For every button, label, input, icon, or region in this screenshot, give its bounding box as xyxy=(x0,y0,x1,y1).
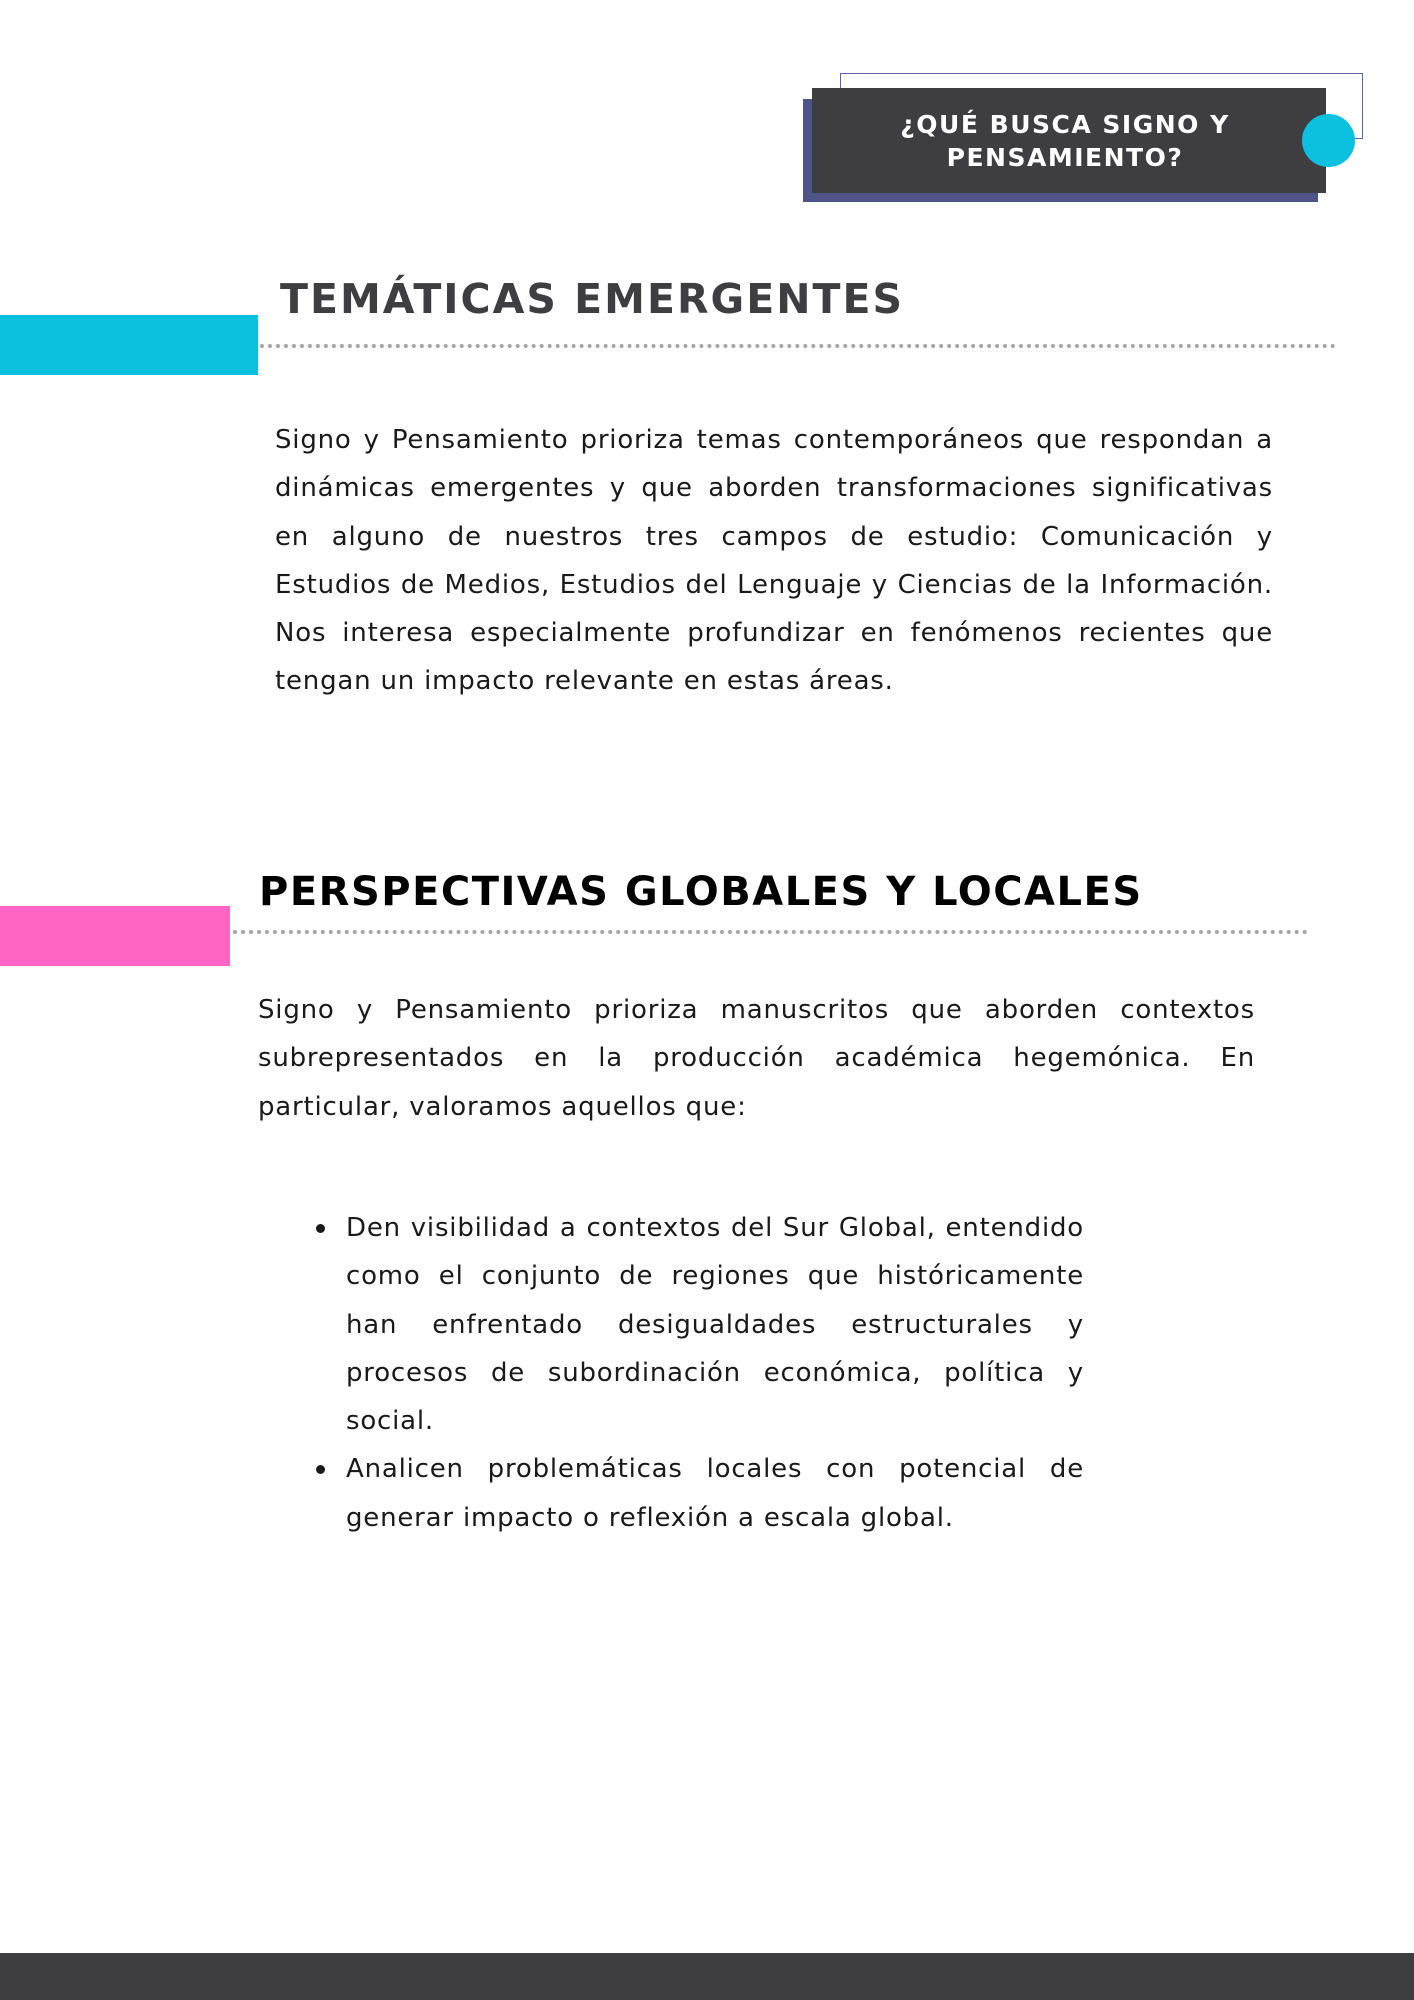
bullet-icon xyxy=(316,1224,325,1233)
list-item xyxy=(306,1204,1084,1445)
section-heading-perspectivas: PERSPECTIVAS GLOBALES Y LOCALES xyxy=(259,869,1143,915)
list-item-text: Analicen problemáticas locales con potencial de generar impacto o reflexión a escala global. xyxy=(346,1454,1084,1533)
header-badge xyxy=(812,88,1326,193)
decorative-dot xyxy=(1302,114,1355,167)
section-accent-bar-cyan xyxy=(0,315,258,375)
section-paragraph-perspectivas: Signo y Pensamiento prioriza manuscritos que aborden contextos subrepresentados en la producción académica hegemónica. En particular, valoramos aquellos que: xyxy=(258,995,1255,1122)
list-item xyxy=(306,1445,1084,1542)
dotted-divider xyxy=(260,344,1336,348)
section-heading-tematicas: TEMÁTICAS EMERGENTES xyxy=(280,275,905,323)
list-item-text: Den visibilidad a contextos del Sur Global, entendido como el conjunto de regiones que históricamente han enfrentado desigualdades estructurales y procesos de subordinación económica, política y social. xyxy=(346,1213,1084,1437)
footer-band xyxy=(0,1953,1414,2000)
section-accent-bar-pink xyxy=(0,906,230,966)
dotted-divider xyxy=(233,930,1308,934)
section-paragraph-tematicas: Signo y Pensamiento prioriza temas contemporáneos que respondan a dinámicas emergentes y que aborden transformaciones significativas en alguno de nuestros tres campos de estudio: Comunicación y Estudios de Medios, Estudios del Lenguaje y Ciencias de la Información. Nos interesa especialmente profundizar en fenómenos recientes que tengan un impacto relevante en estas áreas. xyxy=(275,425,1273,697)
bullet-list xyxy=(306,1204,1084,1542)
page-title: ¿QUÉ BUSCA SIGNO Y PENSAMIENTO? xyxy=(900,109,1230,172)
bullet-icon xyxy=(316,1465,325,1474)
